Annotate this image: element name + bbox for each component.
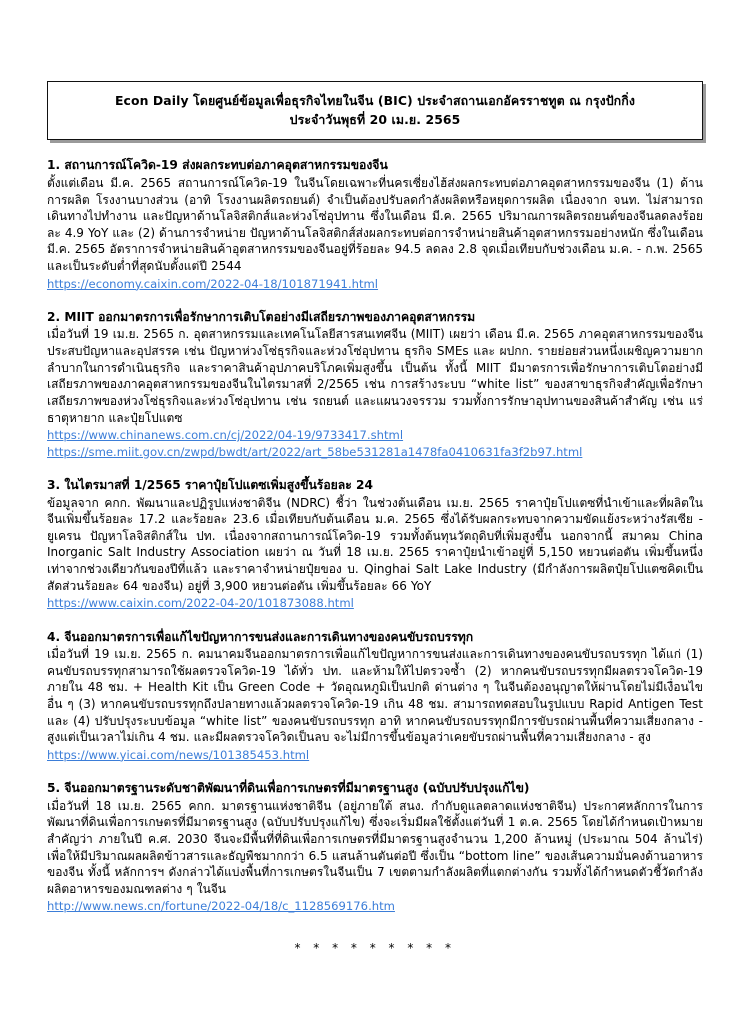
document-title-box — [47, 81, 703, 140]
section-body: ข้อมูลจาก คกก. พัฒนาและปฏิรูปแห่งชาติจีน (NDRC) ชี้ว่า ในช่วงต้นเดือน เม.ย. 2565 ราคาปุ๋ยโปแตซที่นำเข้าและที่ผลิตในจีนเพิ่มขึ้นร้อยละ 17.2 และร้อยละ 23.6 เมื่อเทียบกับต้นเดือน ม.ค. 2565 ซึ่งได้รับผลกระทบจากความขัดแย้งระหว่างรัสเซีย - ยูเครน ปัญหาโลจิสติกส์ใน ปท. เนื่องจากสถานการณ์โควิด-19 รวมทั้งต้นทุนวัตถุดิบที่เพิ่มสูงขึ้น นอกจากนี้ สมาคม China Inorganic Salt Industry Association เผยว่า ณ วันที่ 18 เม.ย. 2565 ราคาปุ๋ยนำเข้าอยู่ที่ 5,150 หยวนต่อตัน เพิ่มขึ้นหนึ่งเท่าจากช่วงเดียวกันของปีที่แล้ว และราคาจำหน่ายปุ๋ยของ บ. Qinghai Salt Lake Industry (มีกำลังการผลิตปุ๋ยโปแตซคิดเป็นสัดส่วนร้อยละ 64 ของจีน) อยู่ที่ 3,900 หยวนต่อตัน เพิ่มขึ้นร้อยละ 66 YoY — [47, 495, 703, 593]
section-links — [47, 595, 703, 611]
section-links — [47, 898, 703, 914]
section-1 — [47, 157, 703, 292]
section-links — [47, 276, 703, 292]
section-body: ตั้งแต่เดือน มี.ค. 2565 สถานการณ์โควิด-19 ในจีนโดยเฉพาะที่นครเซี่ยงไฮ้ส่งผลกระทบต่อภาคอุตสาหกรรมของจีน (1) ด้านการผลิต โรงงานบางส่วน (อาทิ โรงงานผลิตรถยนต์) จำเป็นต้องปรับลดกำลังผลิตหรือหยุดการผลิต เนื่องจาก จนท. ไม่สามารถเดินทางไปทำงาน และปัญหาด้านโลจิสติกส์และห่วงโซ่อุปทาน ซึ่งในเดือน มี.ค. 2565 ปริมาณการผลิตรถยนต์ของจีนลดลงร้อยละ 4.9 YoY และ (2) ด้านการจำหน่าย ปัญหาด้านโลจิสติกส์ส่งผลกระทบต่อการจำหน่ายสินค้าอุตสาหกรรมอย่างหนัก ซึ่งในเดือน มี.ค. 2565 อัตราการจำหน่ายสินค้าอุตสาหกรรมของจีนอยู่ที่ร้อยละ 94.5 ลดลง 2.8 จุดเมื่อเทียบกับช่วงเดือน ม.ค. - ก.พ. 2565 และเป็นระดับต่ำที่สุดนับตั้งแต่ปี 2544 — [47, 175, 703, 273]
section-links — [47, 427, 703, 460]
section-heading: 1. สถานการณ์โควิด-19 ส่งผลกระทบต่อภาคอุตสาหกรรมของจีน — [47, 158, 388, 173]
source-link[interactable]: https://economy.caixin.com/2022-04-18/101871941.html — [47, 276, 379, 291]
source-link[interactable]: https://sme.miit.gov.cn/zwpd/bwdt/art/2022/art_58be531281a1478fa0410631fa3f2b97.html — [47, 444, 583, 459]
section-5 — [47, 780, 703, 915]
section-body: เมื่อวันที่ 19 เม.ย. 2565 ก. คมนาคมจีนออกมาตรการเพื่อแก้ไขปัญหาการขนส่งและการเดินทางของคนขับรถบรรทุก ได้แก่ (1) คนขับรถบรรทุกสามารถใช้ผลตรวจโควิด-19 ได้ทั่ว ปท. และห้ามให้ไปตรวจซ้ำ (2) หากคนขับรถบรรทุกมีผลตรวจโควิด-19 ภายใน 48 ชม. + Health Kit เป็น Green Code + วัดอุณหภูมิเป็นปกติ ด่านต่าง ๆ ในจีนต้องอนุญาตให้ผ่านโดยไม่มีเงื่อนไขอื่น ๆ (3) หากคนขับรถบรรทุกถึงปลายทางแล้วผลตรวจโควิด-19 เกิน 48 ชม. สามารถทดสอบในรูปแบบ Rapid Antigen Test และ (4) ปรับปรุงระบบข้อมูล “white list” ของคนขับรถบรรทุก อาทิ หากคนขับรถบรรทุกมีการขับรถผ่านพื้นที่ความเสี่ยงกลาง - สูงแต่เป็นเวลาไม่เกิน 4 ชม. และมีผลตรวจโควิดเป็นลบ จะไม่มีการขึ้นข้อมูลว่าเคยขับรถผ่านพื้นที่ความเสี่ยงกลาง - สูง — [47, 647, 703, 745]
source-link[interactable]: https://www.chinanews.com.cn/cj/2022/04-19/9733417.shtml — [47, 428, 404, 443]
section-heading: 2. MIIT ออกมาตรการเพื่อรักษาการเติบโตอย่างมีเสถียรภาพของภาคอุตสาหกรรม — [47, 310, 476, 325]
source-link[interactable]: http://www.news.cn/fortune/2022-04/18/c_1128569176.htm — [47, 899, 395, 914]
section-body: เมื่อวันที่ 19 เม.ย. 2565 ก. อุตสาหกรรมและเทคโนโลยีสารสนเทศจีน (MIIT) เผยว่า เดือน มี.ค. 2565 ภาคอุตสาหกรรมของจีนประสบปัญหาและอุปสรรค เช่น ปัญหาห่วงโซ่ธุรกิจและห่วงโซ่อุปทาน ธุรกิจ SMEs และ ผปกก. รายย่อยส่วนหนึ่งเผชิญความยากลำบากในการดำเนินธุรกิจ และราคาสินค้าอุปภาคบริโภคเพิ่มสูงขึ้น เป็นต้น ทั้งนี้ MIIT มีมาตรการเพื่อรักษาการเติบโตอย่างมีเสถียรภาพของภาคอุตสาหกรรมของจีนในไตรมาสที่ 2/2565 เช่น การสร้างระบบ “white list” ของสาขาธุรกิจสำคัญเพื่อรักษาเสถียรภาพของห่วงโซ่ธุรกิจและห่วงโซ่อุปทาน เช่น รถยนต์ และแผนวงจรรวม รวมทั้งการรักษาอุปทานของสินค้าสำคัญ เช่น แร่ธาตุหายาก และปุ๋ยโปแตซ — [47, 327, 703, 425]
document-body — [47, 0, 703, 955]
section-3 — [47, 477, 703, 612]
title-line-1: Econ Daily โดยศูนย์ข้อมูลเพื่อธุรกิจไทยในจีน (BIC) ประจำสถานเอกอัครราชทูต ณ กรุงปักกิ่ง — [114, 93, 636, 108]
section-2 — [47, 309, 703, 460]
section-links — [47, 747, 703, 763]
section-heading: 5. จีนออกมาตรฐานระดับชาติพัฒนาที่ดินเพื่อการเกษตรที่มีมาตรฐานสูง (ฉบับปรับปรุงแก้ไข) — [47, 781, 530, 796]
section-body: เมื่อวันที่ 18 เม.ย. 2565 คกก. มาตรฐานแห่งชาติจีน (อยู่ภายใต้ สนง. กำกับดูแลตลาดแห่งชาติจีน) ประกาศหลักการในการพัฒนาที่ดินเพื่อการเกษตรที่มีมาตรฐานสูง (ฉบับปรับปรุงแก้ไข) ซึ่งจะเริ่มมีผลใช้ตั้งแต่วันที่ 1 ต.ค. 2565 โดยได้กำหนดเป้าหมายสำคัญว่า ภายในปี ค.ศ. 2030 จีนจะมีพื้นที่ที่ดินเพื่อการเกษตรที่มีมาตรฐานสูงจำนวน 1,200 ล้านหมู่ (ประมาณ 504 ล้านไร่) เพื่อให้มีปริมาณผลผลิตข้าวสารและธัญพืชมากกว่า 6.5 แสนล้านตันต่อปี ซึ่งเป็น “bottom line” ของเส้นความมั่นคงด้านอาหารของจีน ทั้งนี้ หลักการฯ ดังกล่าวได้แบ่งพื้นที่การเกษตรในจีนเป็น 7 เขตตามกำลังผลิตที่แตกต่างกัน รวมทั้งได้กำหนดตัวชี้วัดกำลังผลิตอาหารของมณฑลต่าง ๆ ในจีน — [47, 798, 703, 896]
source-link[interactable]: https://www.caixin.com/2022-04-20/101873088.html — [47, 596, 354, 611]
source-link[interactable]: https://www.yicai.com/news/101385453.html — [47, 747, 310, 762]
title-line-2: ประจำวันพุธที่ 20 เม.ย. 2565 — [289, 112, 461, 128]
section-heading: 4. จีนออกมาตรการเพื่อแก้ไขปัญหาการขนส่งและการเดินทางของคนขับรถบรรทุก — [47, 629, 474, 644]
section-heading: 3. ในไตรมาสที่ 1/2565 ราคาปุ๋ยโปแตซเพิ่มสูงขึ้นร้อยละ 24 — [47, 478, 374, 493]
footer-separator: * * * * * * * * * — [294, 940, 456, 955]
section-4 — [47, 629, 703, 764]
